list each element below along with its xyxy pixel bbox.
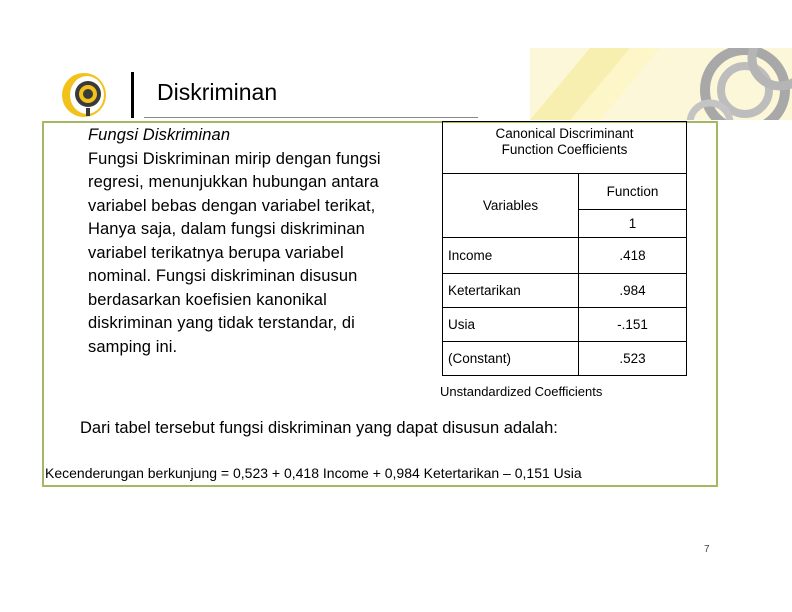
table-caption-line: Function Coefficients (501, 142, 628, 157)
description-line: variabel terikatnya berupa variabel (88, 243, 344, 262)
description-text (88, 124, 438, 359)
description-line: Hanya saja, dalam fungsi diskriminan (88, 220, 365, 238)
coefficient-value: .418 (579, 238, 687, 274)
table-row (443, 238, 687, 274)
description-line: variabel bebas dengan variabel terikat, (88, 196, 376, 215)
description-line: nominal. Fungsi diskriminan disusun (88, 267, 358, 285)
table-row (443, 274, 687, 308)
function-number-header: 1 (579, 210, 687, 238)
slide-title: Diskriminan (157, 79, 278, 105)
function-header: Function (579, 174, 687, 210)
coefficient-value: .523 (579, 342, 687, 376)
coefficient-value: -.151 (579, 308, 687, 342)
page-number: 7 (704, 544, 710, 555)
variable-label: Ketertarikan (443, 274, 579, 308)
table-row (443, 308, 687, 342)
university-logo-icon (60, 70, 116, 120)
coefficient-value: .984 (579, 274, 687, 308)
description-heading: Fungsi Diskriminan (88, 126, 231, 144)
table-footnote: Unstandardized Coefficients (440, 384, 603, 399)
variable-label: Usia (443, 308, 579, 342)
description-line: diskriminan yang tidak terstandar, di (88, 314, 355, 332)
coefficients-table (442, 121, 687, 376)
variable-label: (Constant) (443, 342, 579, 376)
decorative-header-pattern (530, 48, 792, 120)
discriminant-formula: Kecenderungan berkunjung = 0,523 + 0,418 Income + 0,984 Ketertarikan – 0,151 Usia (45, 465, 582, 481)
table-row (443, 342, 687, 376)
table-caption (443, 122, 687, 174)
table-caption-line: Canonical Discriminant (495, 126, 634, 141)
description-line: samping ini. (88, 337, 178, 356)
description-line: regresi, menunjukkan hubungan antara (88, 173, 379, 191)
conclusion-text: Dari tabel tersebut fungsi diskriminan yang dapat disusun adalah: (80, 419, 558, 437)
variable-label: Income (443, 238, 579, 274)
variables-header: Variables (443, 174, 579, 238)
description-line: Fungsi Diskriminan mirip dengan fungsi (88, 149, 381, 168)
description-line: berdasarkan koefisien kanonikal (88, 290, 327, 309)
title-underline (144, 117, 478, 118)
title-divider (131, 72, 134, 118)
